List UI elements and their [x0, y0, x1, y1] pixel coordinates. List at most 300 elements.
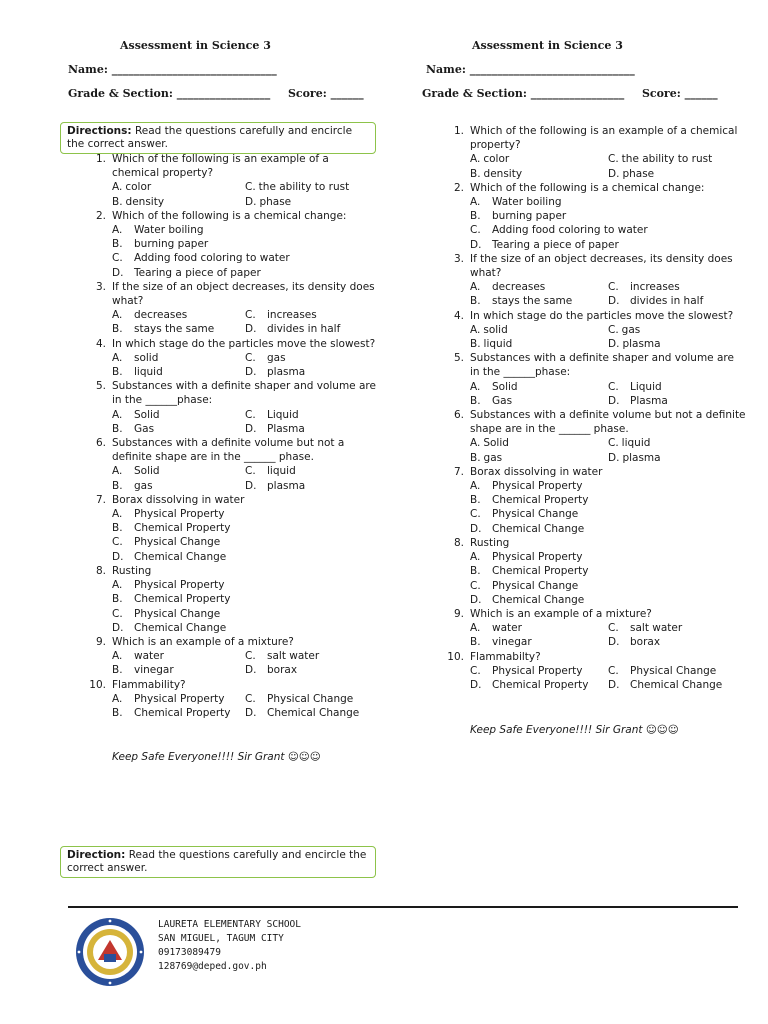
- answer-option: [112, 351, 245, 365]
- option-text: Physical Property: [492, 480, 583, 493]
- answer-option: [112, 535, 378, 549]
- answer-option: [608, 167, 746, 181]
- question-text: Substances with a definite volume but not a definite shape are in the ______ phase.: [112, 437, 345, 464]
- right-sheet: [384, 0, 768, 1024]
- name-label: Name:: [68, 63, 108, 76]
- option-letter: B.: [470, 636, 481, 649]
- option-letter: B.: [112, 422, 123, 435]
- answer-option: [112, 464, 245, 478]
- option-text: Chemical Change: [492, 522, 585, 535]
- option-text: Solid: [134, 408, 160, 421]
- option-letter: C.: [245, 465, 256, 478]
- answer-option: [470, 195, 746, 209]
- answer-options: [112, 180, 378, 208]
- answer-option: [112, 649, 245, 663]
- option-text: vinegar: [134, 664, 174, 677]
- answer-option: [112, 422, 245, 436]
- question-number: 3.: [453, 252, 464, 265]
- question-item: [446, 408, 746, 465]
- answer-options: [470, 436, 746, 464]
- answer-options: [470, 621, 746, 649]
- answer-option: [245, 408, 378, 422]
- answer-option: [608, 337, 746, 351]
- option-letter: D.: [470, 593, 482, 606]
- option-letter: B.: [112, 323, 123, 336]
- answer-option: [112, 251, 378, 265]
- question-number: 10.: [89, 678, 106, 691]
- answer-option: [470, 436, 608, 450]
- option-text: Adding food coloring to water: [492, 224, 648, 237]
- assessment-title: Assessment in Science 3: [472, 39, 623, 52]
- option-letter: C.: [245, 650, 256, 663]
- closing-message: Keep Safe Everyone!!!! Sir Grant ☺☺☺: [112, 751, 321, 763]
- question-text: Borax dissolving in water: [112, 493, 245, 506]
- option-text: gas: [483, 451, 503, 464]
- option-letter: A.: [112, 465, 123, 478]
- option-text: Physical Change: [267, 692, 354, 705]
- option-text: Chemical Property: [492, 565, 589, 578]
- directions-text: Read the questions carefully and encircle the correct answer.: [67, 125, 353, 150]
- question-item: [88, 337, 378, 380]
- answer-option: [470, 238, 746, 252]
- option-letter: C.: [608, 153, 619, 166]
- option-letter: B.: [112, 706, 123, 719]
- answer-option: [608, 621, 746, 635]
- question-item: [446, 181, 746, 252]
- question-item: [446, 252, 746, 309]
- question-item: [446, 309, 746, 352]
- question-number: 10.: [447, 650, 464, 663]
- school-seal-icon: [74, 916, 146, 988]
- answer-option: [470, 380, 608, 394]
- answer-option: [470, 635, 608, 649]
- grade-blank: _________________: [530, 87, 625, 100]
- option-letter: D.: [245, 195, 257, 208]
- option-text: divides in half: [267, 323, 341, 336]
- answer-options: [112, 308, 378, 336]
- option-letter: B.: [112, 195, 123, 208]
- question-item: [446, 607, 746, 650]
- option-text: Water boiling: [492, 196, 562, 209]
- answer-option: [470, 337, 608, 351]
- question-item: [446, 650, 746, 693]
- question-text: Which of the following is a chemical change:: [470, 181, 705, 194]
- option-letter: C.: [112, 536, 123, 549]
- answer-option: [112, 550, 378, 564]
- answer-option: [608, 436, 746, 450]
- school-address: SAN MIGUEL, TAGUM CITY: [158, 933, 284, 944]
- option-letter: D.: [608, 295, 620, 308]
- footer-divider: [68, 906, 738, 908]
- answer-option: [112, 706, 245, 720]
- answer-option: [112, 266, 378, 280]
- option-text: liquid: [134, 366, 163, 379]
- answer-options: [112, 464, 378, 492]
- option-letter: A.: [470, 437, 481, 450]
- option-letter: B.: [112, 664, 123, 677]
- option-letter: B.: [112, 238, 123, 251]
- question-item: [446, 465, 746, 536]
- answer-option: [112, 322, 245, 336]
- option-text: color: [125, 181, 152, 194]
- grade-blank: _________________: [176, 87, 271, 100]
- question-number: 8.: [453, 536, 464, 549]
- option-letter: C.: [245, 351, 256, 364]
- answer-options: [470, 664, 746, 692]
- option-letter: A.: [470, 281, 481, 294]
- grade-label: Grade & Section:: [422, 87, 527, 100]
- answer-option: [112, 692, 245, 706]
- answer-option: [245, 464, 378, 478]
- question-item: [88, 678, 378, 721]
- option-text: gas: [267, 351, 286, 364]
- option-text: Adding food coloring to water: [134, 252, 290, 265]
- question-item: [446, 124, 746, 181]
- option-text: Liquid: [630, 380, 662, 393]
- option-text: liquid: [483, 338, 513, 351]
- answer-options: [112, 223, 378, 280]
- option-text: Physical Property: [492, 551, 583, 564]
- answer-option: [245, 322, 378, 336]
- answer-option: [245, 479, 378, 493]
- answer-option: [470, 223, 746, 237]
- option-text: borax: [630, 636, 661, 649]
- direction-box-bottom: [60, 846, 376, 878]
- name-blank: ______________________________: [469, 63, 635, 76]
- option-text: density: [483, 167, 523, 180]
- answer-option: [470, 479, 746, 493]
- answer-option: [112, 408, 245, 422]
- question-number: 7.: [453, 465, 464, 478]
- option-text: the ability to rust: [621, 153, 713, 166]
- option-text: increases: [267, 309, 317, 322]
- answer-option: [245, 308, 378, 322]
- score-label: Score:: [287, 87, 327, 100]
- option-text: Chemical Property: [134, 593, 231, 606]
- school-info: [158, 918, 301, 974]
- option-text: Physical Change: [134, 536, 221, 549]
- question-item: [88, 564, 378, 635]
- option-letter: C.: [245, 181, 256, 194]
- answer-options: [470, 152, 746, 180]
- question-text: Flammabilty?: [470, 650, 541, 663]
- answer-option: [470, 394, 608, 408]
- option-text: stays the same: [492, 295, 573, 308]
- score-blank: ______: [330, 87, 364, 100]
- question-number: 3.: [95, 280, 106, 293]
- option-letter: A.: [470, 196, 481, 209]
- answer-option: [470, 664, 608, 678]
- answer-option: [470, 593, 746, 607]
- answer-option: [112, 592, 378, 606]
- option-letter: C.: [245, 692, 256, 705]
- answer-option: [245, 649, 378, 663]
- answer-option: [470, 621, 608, 635]
- school-phone: 09173089479: [158, 947, 221, 958]
- answer-option: [470, 579, 746, 593]
- directions-box: [60, 122, 376, 154]
- question-number: 4.: [95, 337, 106, 350]
- option-text: Solid: [492, 380, 518, 393]
- option-text: liquid: [267, 465, 296, 478]
- option-text: Gas: [492, 394, 513, 407]
- answer-option: [470, 294, 608, 308]
- answer-option: [470, 280, 608, 294]
- answer-option: [608, 664, 746, 678]
- option-letter: C.: [470, 579, 481, 592]
- answer-option: [470, 493, 746, 507]
- option-text: Chemical Change: [134, 550, 227, 563]
- option-letter: D.: [245, 479, 257, 492]
- question-number: 1.: [95, 153, 106, 165]
- option-letter: D.: [608, 678, 620, 691]
- question-item: [446, 351, 746, 408]
- option-text: color: [483, 153, 510, 166]
- answer-option: [112, 507, 378, 521]
- answer-options: [112, 507, 378, 564]
- question-number: 4.: [453, 309, 464, 322]
- option-text: Water boiling: [134, 224, 204, 237]
- question-number: 9.: [453, 607, 464, 620]
- answer-options: [112, 351, 378, 379]
- question-list: [88, 152, 378, 720]
- name-blank: ______________________________: [111, 63, 277, 76]
- question-item: [88, 152, 378, 209]
- question-text: Which of the following is a chemical change:: [112, 209, 347, 222]
- option-letter: D.: [245, 366, 257, 379]
- option-text: Chemical Property: [134, 522, 231, 535]
- option-letter: C.: [245, 309, 256, 322]
- option-text: Gas: [134, 422, 155, 435]
- answer-option: [112, 621, 378, 635]
- option-letter: C.: [608, 664, 619, 677]
- question-text: Flammability?: [112, 678, 186, 691]
- option-text: Physical Change: [134, 607, 221, 620]
- option-text: solid: [134, 351, 159, 364]
- direction-label: Direction:: [67, 849, 126, 861]
- answer-options: [470, 550, 746, 607]
- question-text: Substances with a definite shaper and volume are in the ______phase:: [112, 380, 376, 407]
- option-letter: A.: [112, 508, 123, 521]
- option-letter: C.: [112, 607, 123, 620]
- assessment-title: Assessment in Science 3: [120, 39, 271, 52]
- answer-option: [470, 564, 746, 578]
- option-letter: D.: [608, 394, 620, 407]
- option-letter: D.: [245, 422, 257, 435]
- option-letter: B.: [470, 494, 481, 507]
- option-letter: B.: [470, 451, 481, 464]
- option-letter: D.: [470, 238, 482, 251]
- option-letter: D.: [608, 338, 620, 351]
- answer-option: [112, 180, 245, 194]
- grade-label: Grade & Section:: [68, 87, 173, 100]
- option-letter: D.: [245, 706, 257, 719]
- question-text: Rusting: [112, 564, 152, 577]
- option-letter: C.: [608, 622, 619, 635]
- question-item: [88, 493, 378, 564]
- question-text: Rusting: [470, 536, 510, 549]
- option-letter: A.: [470, 153, 481, 166]
- question-item: [88, 209, 378, 280]
- option-letter: B.: [112, 522, 123, 535]
- option-text: liquid: [621, 437, 651, 450]
- answer-options: [470, 479, 746, 536]
- option-letter: D.: [112, 266, 124, 279]
- option-text: burning paper: [492, 210, 567, 223]
- answer-option: [608, 280, 746, 294]
- answer-option: [608, 635, 746, 649]
- option-text: Tearing a piece of paper: [134, 266, 261, 279]
- option-text: Chemical Property: [492, 678, 589, 691]
- option-text: density: [125, 195, 165, 208]
- answer-option: [470, 550, 746, 564]
- option-letter: C.: [470, 224, 481, 237]
- question-text: Which of the following is an example of a chemical property?: [470, 125, 738, 152]
- option-letter: B.: [470, 167, 481, 180]
- question-item: [88, 635, 378, 678]
- option-text: Solid: [483, 437, 509, 450]
- option-text: phase: [259, 195, 292, 208]
- answer-option: [112, 365, 245, 379]
- option-text: phase: [622, 167, 655, 180]
- direction-text: Read the questions carefully and encircle the correct answer.: [67, 849, 367, 874]
- question-item: [88, 379, 378, 436]
- option-letter: B.: [112, 593, 123, 606]
- option-letter: A.: [112, 692, 123, 705]
- question-number: 8.: [95, 564, 106, 577]
- option-text: vinegar: [492, 636, 532, 649]
- question-item: [88, 280, 378, 337]
- question-text: If the size of an object decreases, its density does what?: [470, 252, 733, 280]
- option-letter: C.: [245, 408, 256, 421]
- name-row: [426, 63, 635, 76]
- answer-option: [245, 663, 378, 677]
- answer-option: [245, 692, 378, 706]
- option-text: Chemical Property: [134, 706, 231, 719]
- option-text: stays the same: [134, 323, 215, 336]
- question-number: 2.: [453, 181, 464, 194]
- option-letter: C.: [112, 252, 123, 265]
- option-text: Physical Change: [630, 664, 717, 677]
- answer-options: [470, 380, 746, 408]
- option-letter: A.: [112, 579, 123, 592]
- option-text: Plasma: [267, 422, 305, 435]
- option-text: Physical Change: [492, 508, 579, 521]
- question-text: Substances with a definite volume but not a definite shape are in the ______ phase.: [470, 409, 746, 436]
- answer-option: [470, 323, 608, 337]
- option-letter: A.: [112, 224, 123, 237]
- answer-options: [470, 280, 746, 308]
- option-letter: A.: [470, 622, 481, 635]
- score-blank: ______: [684, 87, 718, 100]
- option-text: Chemical Property: [492, 494, 589, 507]
- answer-option: [608, 152, 746, 166]
- question-number: 7.: [95, 493, 106, 506]
- answer-option: [112, 308, 245, 322]
- option-text: divides in half: [630, 295, 704, 308]
- answer-option: [112, 223, 378, 237]
- option-letter: C.: [608, 437, 619, 450]
- closing-message: Keep Safe Everyone!!!! Sir Grant ☺☺☺: [470, 724, 679, 736]
- option-text: Chemical Change: [630, 678, 723, 691]
- answer-options: [112, 649, 378, 677]
- answer-options: [470, 323, 746, 351]
- option-letter: D.: [470, 522, 482, 535]
- answer-option: [112, 521, 378, 535]
- answer-option: [245, 195, 378, 209]
- option-text: Physical Property: [134, 508, 225, 521]
- option-letter: C.: [470, 508, 481, 521]
- question-number: 9.: [95, 635, 106, 648]
- option-text: Solid: [134, 465, 160, 478]
- option-text: Chemical Change: [267, 706, 360, 719]
- option-text: salt water: [267, 650, 320, 663]
- answer-option: [470, 209, 746, 223]
- question-number: 6.: [95, 437, 106, 450]
- option-text: salt water: [630, 622, 683, 635]
- option-letter: A.: [470, 480, 481, 493]
- question-text: Which of the following is an example of a chemical property?: [112, 153, 329, 180]
- question-text: In which stage do the particles move the slowest?: [470, 309, 734, 322]
- option-letter: B.: [112, 366, 123, 379]
- option-letter: B.: [470, 295, 481, 308]
- option-text: burning paper: [134, 238, 209, 251]
- option-text: gas: [621, 323, 641, 336]
- option-text: Physical Change: [492, 579, 579, 592]
- question-text: In which stage do the particles move the slowest?: [112, 337, 376, 350]
- directions-label: Directions:: [67, 125, 132, 137]
- answer-option: [470, 507, 746, 521]
- option-letter: A.: [112, 650, 123, 663]
- answer-option: [245, 180, 378, 194]
- question-number: 2.: [95, 209, 106, 222]
- option-text: plasma: [267, 479, 306, 492]
- answer-option: [608, 394, 746, 408]
- answer-option: [470, 678, 608, 692]
- question-number: 5.: [453, 352, 464, 365]
- option-text: water: [492, 622, 522, 635]
- answer-option: [608, 294, 746, 308]
- answer-option: [112, 578, 378, 592]
- option-letter: D.: [608, 167, 620, 180]
- score-label: Score:: [641, 87, 681, 100]
- answer-option: [608, 678, 746, 692]
- question-text: Which is an example of a mixture?: [470, 607, 652, 620]
- option-letter: D.: [245, 323, 257, 336]
- option-text: Chemical Change: [134, 621, 227, 634]
- school-name: LAURETA ELEMENTARY SCHOOL: [158, 919, 301, 930]
- answer-option: [470, 451, 608, 465]
- option-letter: C.: [470, 664, 481, 677]
- option-text: Physical Property: [134, 579, 225, 592]
- option-text: water: [134, 650, 164, 663]
- option-text: Physical Property: [134, 692, 225, 705]
- question-text: Which is an example of a mixture?: [112, 635, 294, 648]
- option-text: decreases: [134, 309, 188, 322]
- name-label: Name:: [426, 63, 466, 76]
- answer-option: [245, 365, 378, 379]
- option-text: Physical Property: [492, 664, 583, 677]
- answer-option: [112, 195, 245, 209]
- option-text: Liquid: [267, 408, 299, 421]
- answer-option: [245, 422, 378, 436]
- question-list: [446, 124, 746, 692]
- option-letter: B.: [470, 394, 481, 407]
- option-letter: C.: [608, 323, 619, 336]
- answer-option: [112, 607, 378, 621]
- option-text: decreases: [492, 281, 546, 294]
- name-row: [68, 63, 277, 76]
